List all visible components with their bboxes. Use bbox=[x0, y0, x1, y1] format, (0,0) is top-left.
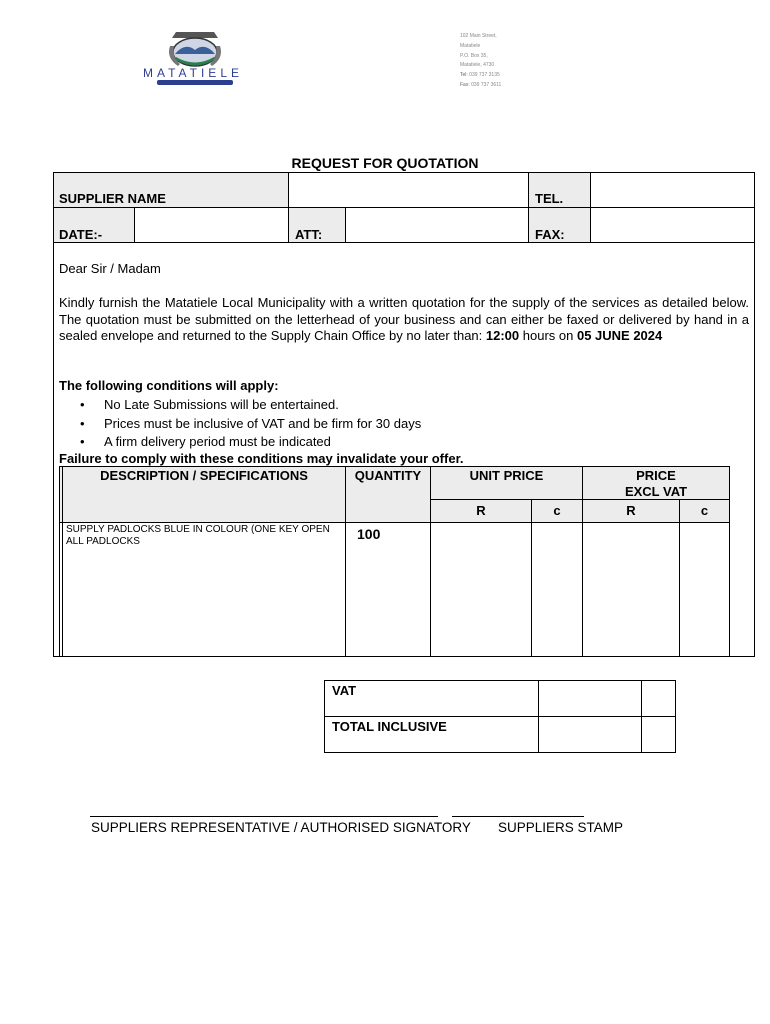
rule bbox=[641, 680, 642, 753]
rule bbox=[345, 207, 346, 242]
rule bbox=[53, 172, 755, 173]
rule bbox=[531, 499, 532, 656]
rule bbox=[324, 680, 676, 681]
address-line: Matatiele bbox=[460, 42, 481, 49]
rule bbox=[345, 466, 346, 656]
condition-item: • A firm delivery period must be indicated bbox=[80, 433, 421, 452]
address-line: P.O. Box 35, bbox=[460, 52, 488, 59]
condition-item: • Prices must be inclusive of VAT and be firm for 30 days bbox=[80, 415, 421, 434]
att-label: ATT: bbox=[295, 227, 323, 242]
rule bbox=[53, 656, 755, 657]
rule bbox=[675, 680, 676, 753]
rule bbox=[59, 522, 730, 523]
rule bbox=[53, 172, 54, 657]
price-header-line: PRICE bbox=[636, 468, 676, 483]
supplier-name-label: SUPPLIER NAME bbox=[59, 191, 166, 206]
letterhead-tel: Tel: 039 737 3135 bbox=[460, 72, 500, 79]
description-header: DESCRIPTION / SPECIFICATIONS bbox=[100, 468, 308, 483]
rule bbox=[679, 499, 680, 656]
document-title: REQUEST FOR QUOTATION bbox=[291, 155, 479, 171]
item-quantity: 100 bbox=[357, 526, 381, 542]
conditions-list bbox=[80, 396, 421, 452]
price-header-line: EXCL VAT bbox=[624, 484, 688, 499]
condition-item: • No Late Submissions will be entertained. bbox=[80, 396, 421, 415]
rule bbox=[324, 716, 676, 717]
rule bbox=[590, 172, 591, 242]
fax-label: FAX: bbox=[535, 227, 565, 242]
total-inclusive-label: TOTAL INCLUSIVE bbox=[332, 719, 447, 734]
rule bbox=[324, 680, 325, 753]
greeting: Dear Sir / Madam bbox=[59, 261, 161, 276]
price-cents-header: c bbox=[700, 503, 709, 518]
address-line: 102 Main Street, bbox=[460, 33, 497, 39]
logo-wordmark: MATATIELE bbox=[142, 66, 243, 80]
rule bbox=[59, 466, 730, 467]
vat-label: VAT bbox=[332, 683, 357, 698]
rule bbox=[729, 466, 730, 656]
item-description: SUPPLY PADLOCKS BLUE IN COLOUR (ONE KEY OPEN ALL PADLOCKS bbox=[66, 524, 330, 547]
rule bbox=[528, 172, 529, 242]
price-header bbox=[583, 468, 729, 500]
quantity-header: QUANTITY bbox=[354, 468, 422, 483]
stamp-line bbox=[452, 816, 584, 817]
unit-cents-header: c bbox=[553, 503, 561, 518]
unit-price-header: UNIT PRICE bbox=[469, 468, 544, 483]
letterhead-address bbox=[460, 32, 501, 91]
date-label: DATE:- bbox=[59, 227, 103, 242]
signatory-line bbox=[90, 816, 438, 817]
signatory-label: SUPPLIERS REPRESENTATIVE / AUTHORISED SIGNATORY bbox=[91, 820, 471, 835]
stamp-label: SUPPLIERS STAMP bbox=[498, 820, 624, 835]
rule bbox=[430, 466, 431, 656]
rule bbox=[754, 172, 755, 657]
instruction-paragraph: Kindly furnish the Matatiele Local Municipality with a written quotation for the supply of the services as detailed below. The quotation must be submitted on the letterhead of your business and can either be faxed or delivered by hand in a sealed envelope and returned to the Supply Chain Office by no later than: 12:00 hours on 05 JUNE 2024 bbox=[59, 295, 749, 343]
rule bbox=[134, 207, 135, 242]
letterhead-fax: Fax: 039 737 3611 bbox=[460, 81, 502, 88]
rule bbox=[53, 207, 755, 208]
tel-label: TEL. bbox=[535, 191, 564, 206]
rule bbox=[59, 466, 60, 656]
rule bbox=[538, 680, 539, 753]
rule bbox=[288, 172, 289, 242]
price-rand-header: R bbox=[626, 503, 636, 518]
conditions-heading: The following conditions will apply: bbox=[59, 378, 279, 393]
unit-rand-header: R bbox=[476, 503, 486, 518]
rule bbox=[62, 466, 63, 656]
rule bbox=[324, 752, 676, 753]
rule bbox=[53, 242, 755, 243]
failure-note: Failure to comply with these conditions may invalidate your offer. bbox=[59, 451, 464, 466]
logo-band bbox=[157, 80, 233, 85]
address-line: Matatiele, 4730 bbox=[460, 62, 495, 69]
